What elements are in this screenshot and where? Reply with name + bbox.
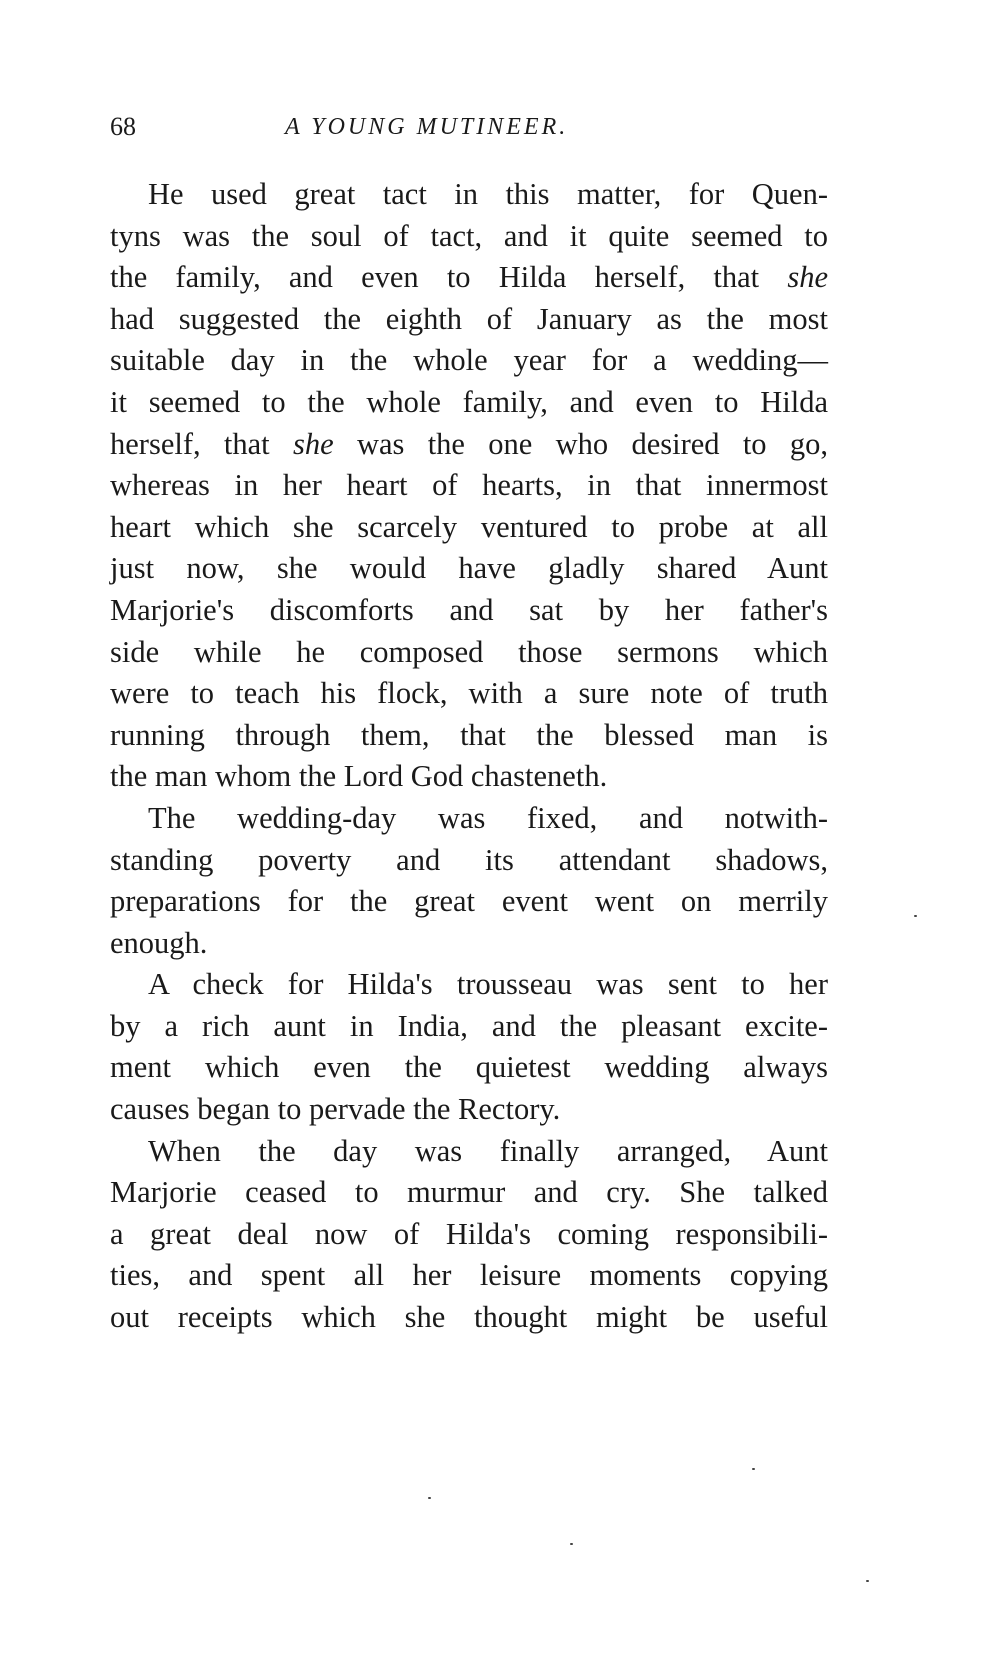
text-line: a great deal now of Hilda's coming responsibili- [110, 1216, 828, 1251]
text-line: running through them, that the blessed man is [110, 717, 828, 752]
scan-speck [428, 1497, 431, 1499]
text-line: Marjorie ceased to murmur and cry. She talked [110, 1175, 828, 1210]
text-line: the family, and even to Hilda herself, that she [110, 260, 828, 295]
text-line: When the day was finally arranged, Aunt [148, 1133, 828, 1168]
text-line: preparations for the great event went on merrily [110, 884, 828, 919]
scan-speck [570, 1543, 573, 1545]
text-line: herself, that she was the one who desired to go, [110, 426, 828, 461]
text-line: by a rich aunt in India, and the pleasant excite- [110, 1008, 828, 1043]
running-title: A YOUNG MUTINEER. [285, 114, 569, 140]
text-line: The wedding-day was fixed, and notwith- [148, 800, 828, 835]
text-line: were to teach his flock, with a sure note of truth [110, 676, 828, 711]
text-line: causes began to pervade the Rectory. [110, 1092, 561, 1127]
text-line: A check for Hilda's trousseau was sent to her [148, 967, 828, 1002]
text-line: suitable day in the whole year for a wedding— [110, 343, 828, 378]
text-line: heart which she scarcely ventured to probe at all [110, 509, 828, 544]
text-line: just now, she would have gladly shared Aunt [110, 551, 828, 586]
paragraph [110, 964, 828, 1130]
text-line: Marjorie's discomforts and sat by her father's [110, 592, 828, 627]
paragraph [110, 174, 828, 798]
text-line: enough. [110, 925, 208, 960]
text-line: ment which even the quietest wedding always [110, 1050, 828, 1085]
paragraph [110, 798, 828, 964]
text-line: side while he composed those sermons which [110, 634, 828, 669]
page-header [110, 112, 830, 152]
text-line: ties, and spent all her leisure moments copying [110, 1258, 828, 1293]
text-line: it seemed to the whole family, and even to Hilda [110, 384, 828, 419]
text-line: had suggested the eighth of January as the most [110, 301, 828, 336]
text-line: He used great tact in this matter, for Quen- [148, 177, 828, 211]
scan-speck [866, 1580, 869, 1582]
text-line: tyns was the soul of tact, and it quite seemed to [110, 218, 828, 253]
text-line: out receipts which she thought might be useful [110, 1300, 828, 1335]
scan-speck [752, 1468, 755, 1470]
text-line: the man whom the Lord God chasteneth. [110, 759, 608, 794]
scan-speck [914, 915, 917, 917]
page-number: 68 [110, 112, 136, 141]
text-line: standing poverty and its attendant shadows, [110, 842, 828, 877]
paragraph [110, 1131, 828, 1339]
text-line: whereas in her heart of hearts, in that innermost [110, 468, 828, 503]
body-text [110, 174, 828, 1339]
